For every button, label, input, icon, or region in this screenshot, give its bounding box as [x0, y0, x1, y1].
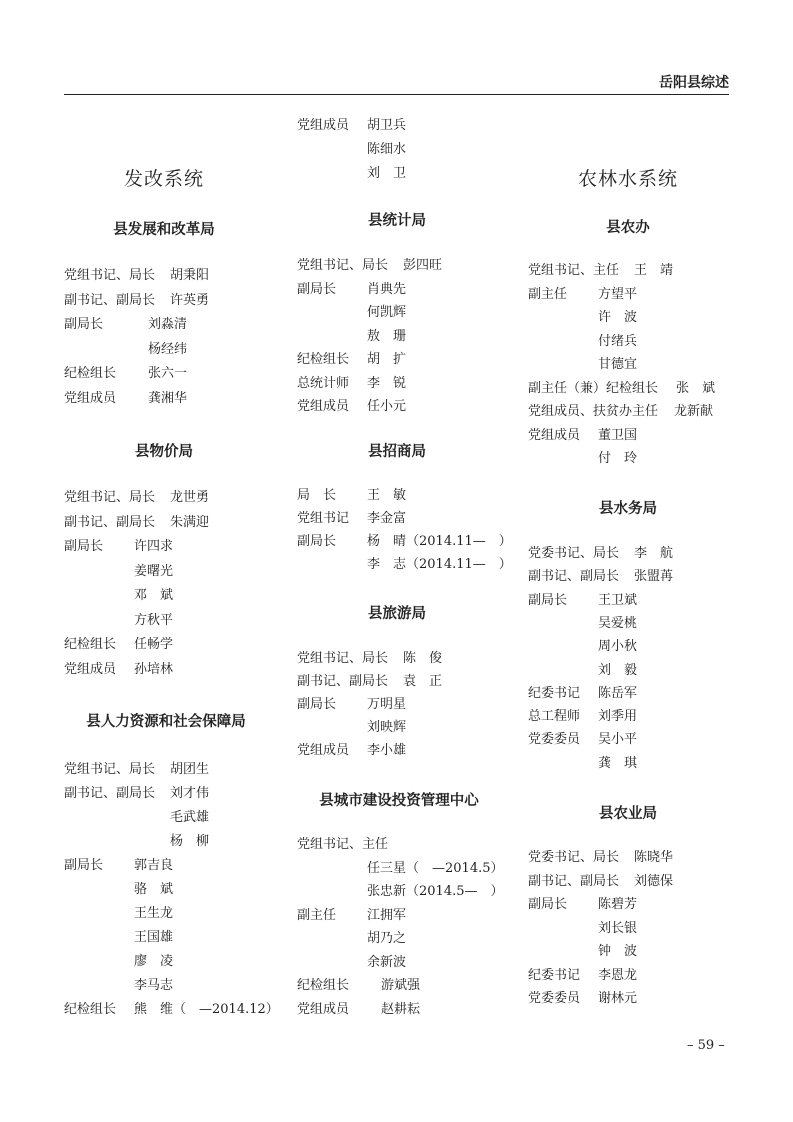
- personnel-row: [297, 977, 527, 995]
- position-title: 副书记、副局长: [64, 292, 156, 308]
- person-name: 李 航: [634, 546, 674, 561]
- person-name: 刘 毅: [598, 662, 638, 678]
- position-title: 副书记、副局长: [64, 514, 156, 530]
- unit-heading: 县旅游局: [368, 606, 426, 622]
- person-name: 谢林元: [598, 991, 638, 1006]
- personnel-row: [64, 953, 294, 971]
- person-name: 熊 维（ —2014.12）: [134, 1002, 279, 1017]
- position-title: 副局长: [528, 897, 568, 912]
- person-name: 王国雄: [134, 930, 174, 945]
- personnel-row: [297, 117, 527, 135]
- person-name: 甘德宜: [598, 357, 638, 372]
- person-name: 杨 晴（2014.11— ）: [367, 534, 512, 549]
- person-name: 许英勇: [170, 292, 210, 308]
- person-name: 周小秋: [598, 639, 638, 655]
- position-title: 纪检组长: [297, 978, 350, 993]
- position-title: 副主任: [528, 286, 568, 302]
- personnel-row: [64, 341, 294, 359]
- position-title: 党组书记、局长: [297, 651, 389, 666]
- personnel-row: [528, 403, 758, 421]
- personnel-row: [528, 967, 758, 985]
- personnel-row: [528, 896, 758, 914]
- unit-heading: 县招商局: [368, 444, 426, 460]
- person-name: 张 斌: [676, 380, 716, 396]
- person-name: 李金富: [367, 511, 407, 526]
- person-name: 胡团生: [170, 762, 210, 777]
- person-name: 刘季用: [598, 709, 638, 725]
- position-title: 纪检组长: [64, 366, 117, 381]
- position-title: 党组书记、局长: [64, 490, 156, 505]
- personnel-row: [297, 304, 527, 322]
- person-name: 刘映辉: [367, 720, 407, 735]
- person-name: 彭四旺: [403, 258, 443, 273]
- personnel-row: [528, 309, 758, 327]
- personnel-row: [297, 696, 527, 714]
- position-title: 党组成员: [297, 399, 350, 414]
- person-name: 李恩龙: [598, 967, 638, 983]
- personnel-row: [297, 673, 527, 691]
- position-title: 党组书记、主任: [297, 837, 389, 852]
- person-name: 敖 珊: [367, 328, 407, 344]
- position-title: 党组成员: [297, 118, 350, 133]
- person-name: 陈 俊: [403, 651, 443, 666]
- personnel-row: [297, 375, 527, 393]
- person-name: 陈细水: [367, 142, 407, 157]
- personnel-row: [64, 1001, 294, 1019]
- person-name: 杨经纬: [148, 341, 188, 357]
- personnel-row: [297, 650, 527, 668]
- personnel-row: [528, 380, 758, 398]
- personnel-row: [297, 165, 527, 183]
- person-name: 陈碧芳: [598, 897, 638, 912]
- position-title: 副局长: [64, 539, 104, 554]
- person-name: 骆 斌: [134, 882, 174, 897]
- personnel-row: [297, 907, 527, 925]
- person-name: 余新波: [367, 954, 407, 970]
- person-name: 吴爱桃: [598, 615, 638, 631]
- position-title: 纪检组长: [64, 1002, 117, 1017]
- unit-heading: 县发展和改革局: [113, 222, 215, 238]
- person-name: 吴小平: [598, 732, 638, 748]
- person-name: 郭吉良: [134, 858, 174, 873]
- person-name: 许 波: [598, 310, 638, 325]
- person-name: 陈晓华: [634, 850, 674, 865]
- personnel-row: [64, 365, 294, 383]
- person-name: 张六一: [148, 366, 188, 381]
- person-name: 姜曙光: [134, 563, 174, 579]
- person-name: 付 玲: [598, 451, 638, 466]
- personnel-row: [528, 545, 758, 563]
- personnel-row: [528, 568, 758, 586]
- position-title: 副局长: [528, 592, 568, 608]
- personnel-row: [64, 316, 294, 334]
- position-title: 副书记、副局长: [528, 569, 620, 585]
- unit-heading: 县统计局: [368, 213, 426, 229]
- person-name: 张盟苒: [634, 569, 674, 585]
- person-name: 刘德保: [634, 873, 674, 889]
- person-name: 钟 波: [598, 944, 638, 959]
- personnel-row: [64, 661, 294, 679]
- personnel-row: [528, 662, 758, 680]
- position-title: 副局长: [64, 858, 104, 873]
- person-name: 龚湘华: [148, 390, 188, 406]
- personnel-row: [528, 755, 758, 773]
- unit-heading: 县人力资源和社会保障局: [86, 714, 246, 730]
- person-name: 任畅学: [134, 637, 174, 652]
- position-title: 总工程师: [528, 709, 581, 725]
- person-name: 许四求: [134, 539, 174, 554]
- position-title: 党组成员: [528, 427, 581, 443]
- personnel-row: [528, 592, 758, 610]
- position-title: 纪检组长: [64, 637, 117, 652]
- person-name: 任三星（ —2014.5）: [367, 860, 504, 876]
- personnel-row: [528, 731, 758, 749]
- person-name: 董卫国: [598, 427, 638, 443]
- personnel-row: [64, 538, 294, 556]
- position-title: 党组成员、扶贫办主任: [528, 404, 659, 419]
- person-name: 肖典先: [367, 281, 407, 297]
- personnel-row: [297, 510, 527, 528]
- person-name: 何凯辉: [367, 305, 407, 320]
- person-name: 刘 卫: [367, 166, 407, 181]
- personnel-row: [64, 929, 294, 947]
- header-rule: [64, 94, 729, 95]
- personnel-row: [297, 533, 527, 551]
- personnel-row: [297, 719, 527, 737]
- personnel-row: [64, 977, 294, 995]
- system-heading: 发改系统: [123, 168, 205, 190]
- position-title: 副主任（兼）纪检组长: [528, 380, 659, 396]
- personnel-row: [64, 563, 294, 581]
- person-name: 游斌强: [381, 978, 421, 993]
- personnel-row: [64, 514, 294, 532]
- system-heading: 农林水系统: [577, 168, 679, 190]
- personnel-row: [64, 587, 294, 605]
- position-title: 副局长: [64, 317, 104, 332]
- position-title: 党委书记、局长: [528, 850, 620, 865]
- person-name: 王卫斌: [598, 592, 638, 608]
- person-name: 胡卫兵: [367, 118, 407, 133]
- personnel-row: [528, 638, 758, 656]
- person-name: 万明星: [367, 697, 407, 712]
- personnel-row: [64, 809, 294, 827]
- position-title: 副主任: [297, 907, 337, 923]
- person-name: 陈岳军: [598, 685, 638, 701]
- personnel-row: [64, 292, 294, 310]
- position-title: 党组书记、主任: [528, 263, 620, 278]
- person-name: 胡乃之: [367, 931, 407, 946]
- person-name: 胡 扩: [367, 352, 407, 367]
- person-name: 李马志: [134, 978, 174, 993]
- position-title: 总统计师: [297, 375, 350, 391]
- personnel-row: [297, 742, 527, 760]
- person-name: 李 志（2014.11— ）: [367, 557, 512, 572]
- personnel-row: [528, 943, 758, 961]
- person-name: 廖 凌: [134, 954, 174, 969]
- personnel-row: [297, 556, 527, 574]
- personnel-row: [297, 398, 527, 416]
- person-name: 李 锐: [367, 375, 407, 391]
- personnel-row: [297, 883, 527, 901]
- personnel-row: [297, 1001, 527, 1019]
- personnel-row: [528, 990, 758, 1008]
- person-name: 朱满迎: [170, 514, 210, 530]
- personnel-row: [297, 257, 527, 275]
- position-title: 副局长: [297, 534, 337, 549]
- person-name: 王 靖: [634, 263, 674, 278]
- position-title: 党委委员: [528, 991, 581, 1006]
- position-title: 党组书记、局长: [297, 258, 389, 273]
- personnel-row: [64, 881, 294, 899]
- unit-heading: 县水务局: [599, 501, 657, 517]
- personnel-row: [297, 954, 527, 972]
- position-title: 纪检组长: [297, 352, 350, 367]
- position-title: 副书记、副局长: [297, 674, 389, 689]
- personnel-row: [64, 489, 294, 507]
- person-name: 王生龙: [134, 906, 174, 921]
- person-name: 刘淼清: [148, 317, 188, 332]
- person-name: 任小元: [367, 399, 407, 414]
- person-name: 毛武雄: [170, 810, 210, 825]
- position-title: 党委委员: [528, 732, 581, 748]
- personnel-row: [528, 262, 758, 280]
- person-name: 方秋平: [134, 612, 174, 628]
- person-name: 邓 斌: [134, 588, 174, 603]
- person-name: 张忠新（2014.5— ）: [367, 884, 504, 899]
- position-title: 党组成员: [297, 743, 350, 758]
- personnel-row: [528, 427, 758, 445]
- unit-heading: 县城市建设投资管理中心: [319, 793, 479, 809]
- personnel-row: [64, 267, 294, 285]
- person-name: 孙培林: [134, 661, 174, 677]
- person-name: 袁 正: [403, 674, 443, 689]
- position-title: 副局长: [297, 281, 337, 297]
- position-title: 党组成员: [64, 390, 117, 406]
- person-name: 王 敏: [367, 488, 407, 503]
- person-name: 刘长银: [598, 920, 638, 936]
- unit-heading: 县农办: [606, 220, 650, 236]
- person-name: 龚 琪: [598, 755, 638, 771]
- unit-heading: 县物价局: [135, 444, 193, 460]
- unit-heading: 县农业局: [599, 806, 657, 822]
- page-number: – 59 –: [687, 1038, 725, 1053]
- personnel-row: [64, 857, 294, 875]
- position-title: 党组成员: [297, 1001, 350, 1017]
- personnel-row: [528, 286, 758, 304]
- personnel-row: [297, 930, 527, 948]
- person-name: 付绪兵: [598, 333, 638, 349]
- personnel-row: [297, 328, 527, 346]
- personnel-row: [297, 860, 527, 878]
- person-name: 胡秉阳: [170, 268, 210, 283]
- personnel-row: [297, 487, 527, 505]
- personnel-row: [297, 281, 527, 299]
- personnel-row: [528, 333, 758, 351]
- person-name: 刘才伟: [170, 786, 210, 801]
- personnel-row: [528, 708, 758, 726]
- personnel-row: [64, 785, 294, 803]
- personnel-row: [297, 141, 527, 159]
- personnel-row: [528, 873, 758, 891]
- position-title: 局 长: [297, 488, 337, 503]
- position-title: 副局长: [297, 697, 337, 712]
- personnel-row: [528, 615, 758, 633]
- personnel-row: [528, 849, 758, 867]
- personnel-row: [528, 685, 758, 703]
- position-title: 党组成员: [64, 661, 117, 677]
- position-title: 副书记、副局长: [64, 786, 156, 801]
- person-name: 方望平: [598, 286, 638, 302]
- personnel-row: [528, 920, 758, 938]
- position-title: 纪委书记: [528, 685, 581, 701]
- personnel-row: [528, 356, 758, 374]
- running-title: 岳阳县综述: [659, 75, 729, 91]
- personnel-row: [64, 612, 294, 630]
- position-title: 党组书记: [297, 511, 350, 526]
- position-title: 党组书记、局长: [64, 268, 156, 283]
- personnel-row: [297, 836, 527, 854]
- person-name: 李小雄: [367, 743, 407, 758]
- personnel-row: [297, 351, 527, 369]
- person-name: 龙新献: [674, 404, 714, 419]
- person-name: 杨 柳: [170, 834, 210, 849]
- personnel-row: [64, 833, 294, 851]
- personnel-row: [64, 905, 294, 923]
- personnel-row: [64, 390, 294, 408]
- person-name: 江拥军: [367, 907, 407, 923]
- position-title: 党委书记、局长: [528, 546, 620, 561]
- personnel-row: [64, 761, 294, 779]
- personnel-row: [64, 636, 294, 654]
- person-name: 龙世勇: [170, 490, 210, 505]
- personnel-row: [528, 450, 758, 468]
- person-name: 赵耕耘: [381, 1001, 421, 1017]
- position-title: 纪委书记: [528, 967, 581, 983]
- position-title: 副书记、副局长: [528, 873, 620, 889]
- position-title: 党组书记、局长: [64, 762, 156, 777]
